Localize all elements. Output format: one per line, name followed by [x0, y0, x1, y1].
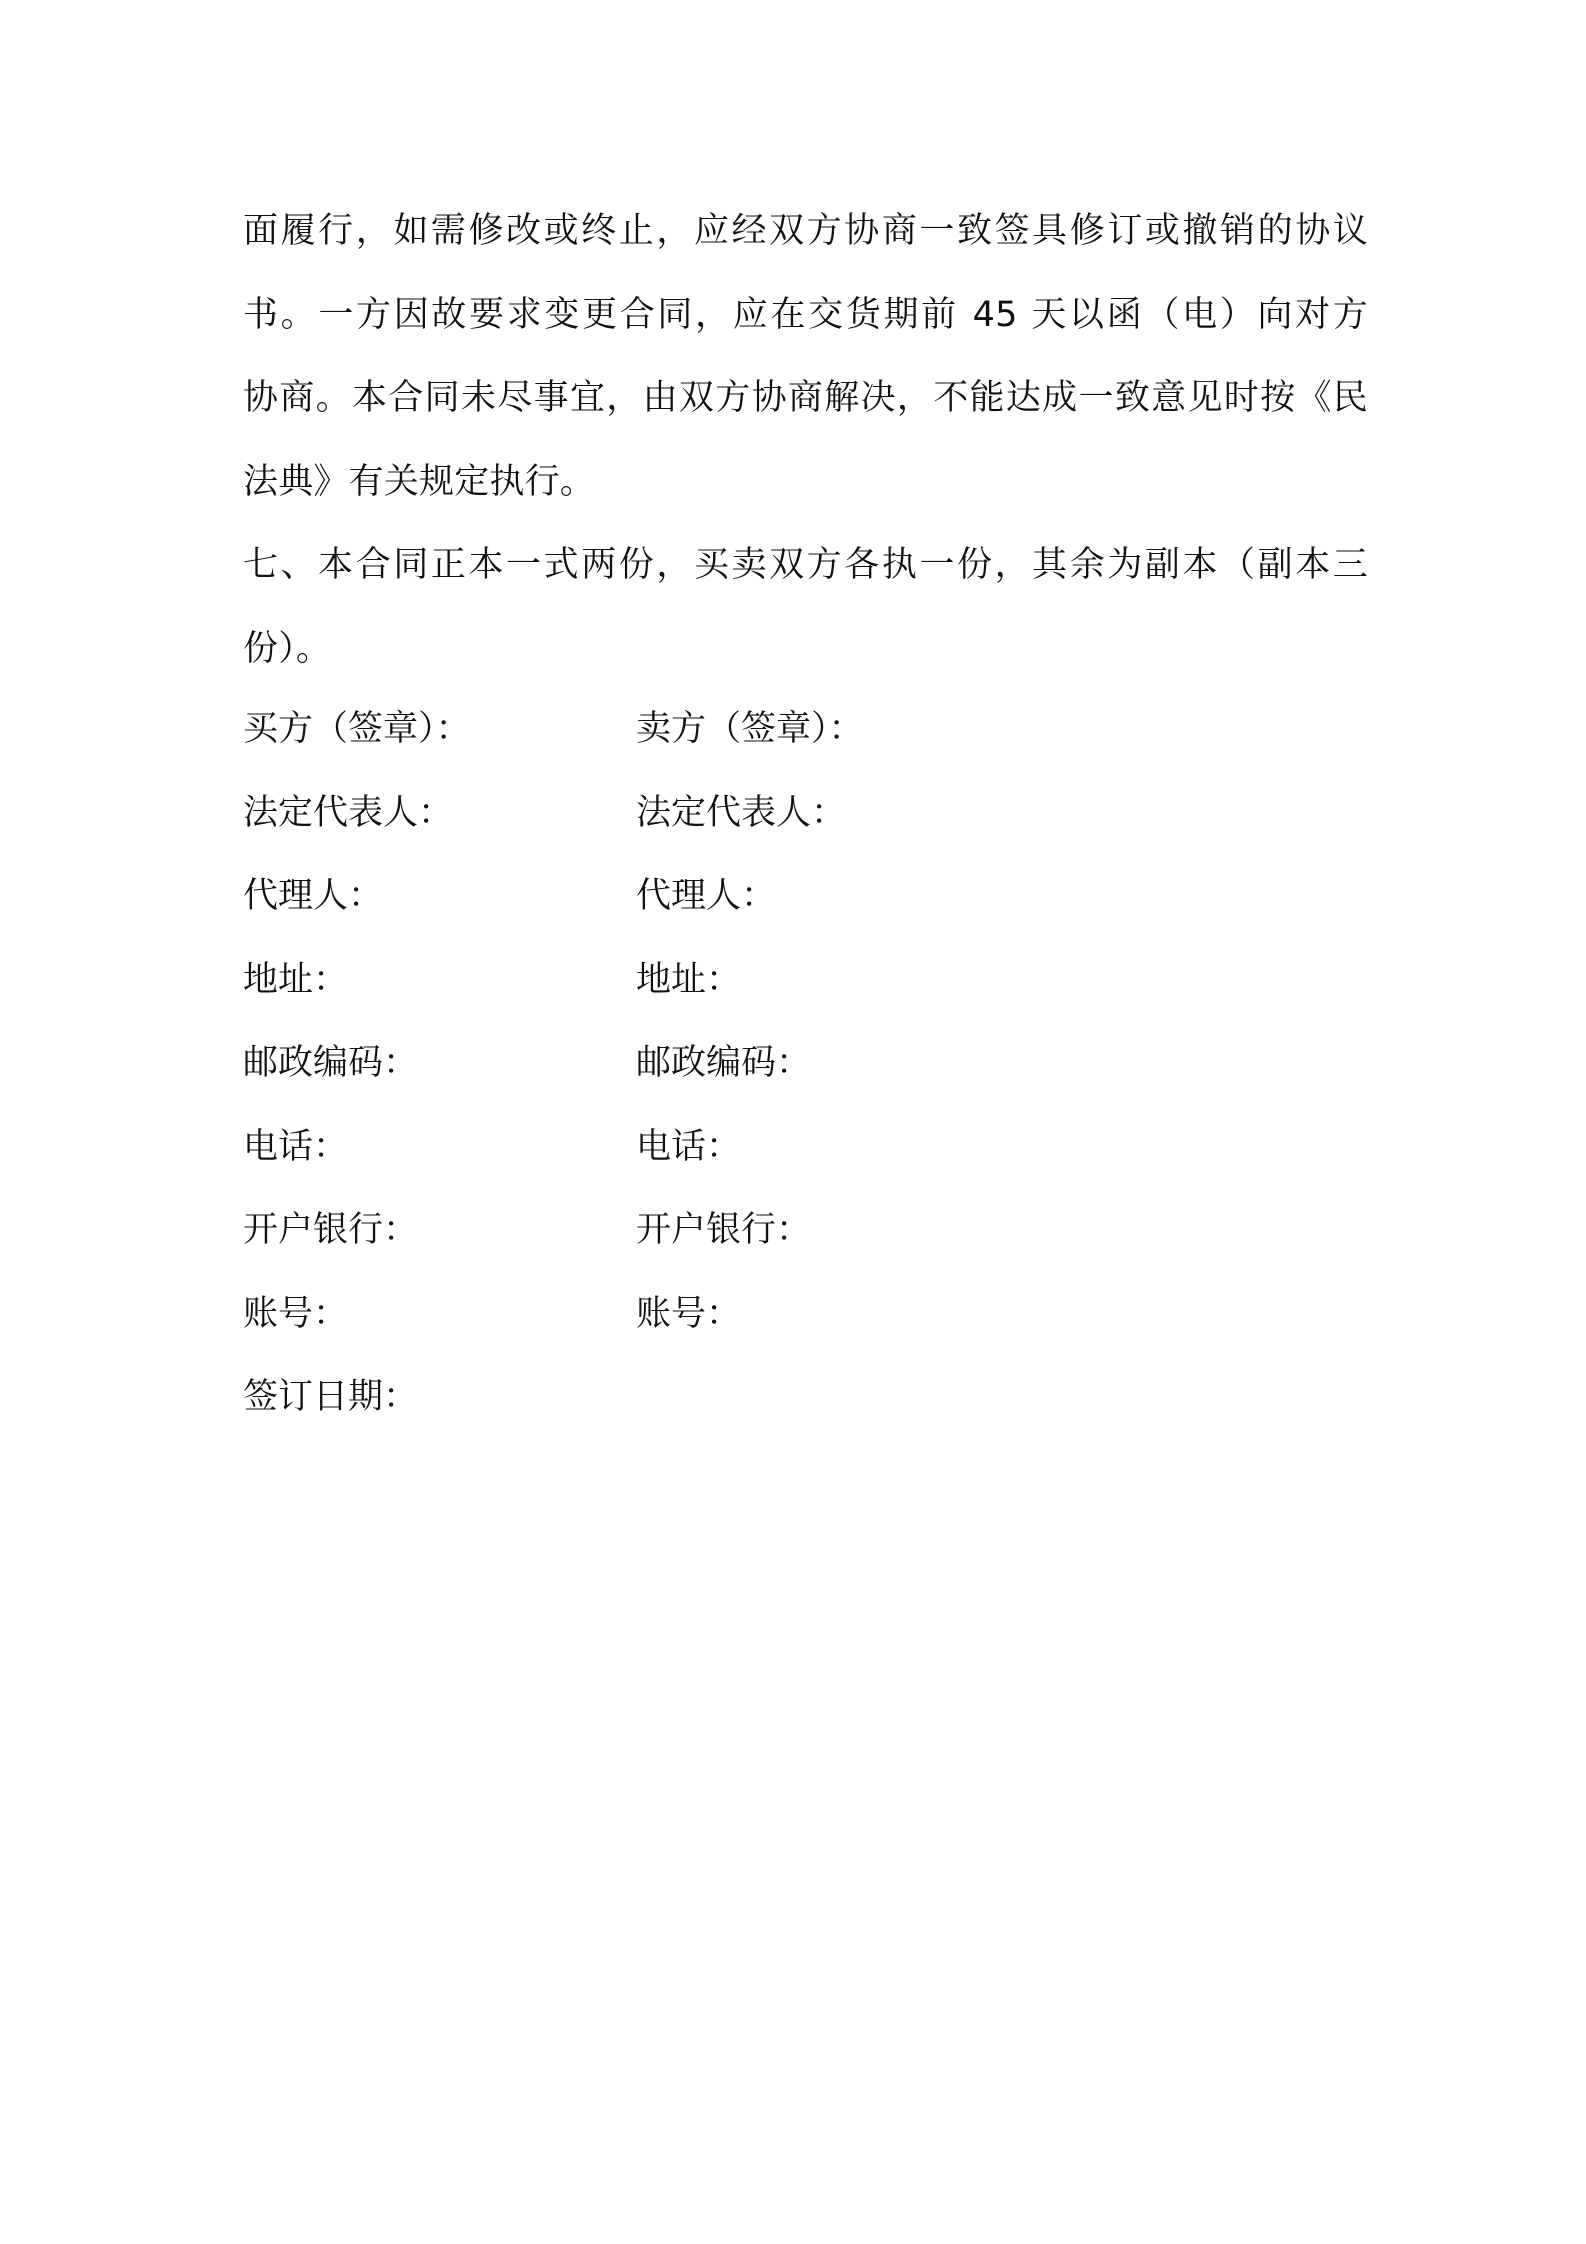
- clause-seven-paragraph: [243, 524, 1368, 691]
- signature-row-address: [243, 939, 1368, 1023]
- buyer-postcode-label: 邮政编码：: [243, 1043, 419, 1083]
- buyer-account-label: 账号：: [243, 1293, 349, 1334]
- seller-agent-label: 代理人：: [636, 876, 777, 916]
- signature-row-account: [243, 1273, 1368, 1357]
- clause-continuation-paragraph: [243, 190, 1368, 524]
- signature-row-bank: [243, 1189, 1368, 1273]
- buyer-address-label: 地址：: [243, 959, 349, 1000]
- buyer-bank-label: 开户银行：: [243, 1210, 419, 1250]
- buyer-legal-rep-label: 法定代表人：: [243, 792, 454, 833]
- signature-row-postcode: [243, 1022, 1368, 1106]
- buyer-phone-label: 电话：: [243, 1126, 349, 1167]
- contract-body: [243, 190, 1368, 691]
- buyer-seal-label: 买方（签章）：: [243, 709, 471, 749]
- text-line: 份）。: [243, 628, 332, 669]
- seller-postcode-label: 邮政编码：: [636, 1043, 812, 1083]
- seller-phone-label: 电话：: [636, 1126, 742, 1167]
- signing-date-label: 签订日期：: [243, 1377, 419, 1417]
- signature-row-seal: [243, 688, 1368, 772]
- signature-block: [243, 688, 1368, 1440]
- buyer-agent-label: 代理人：: [243, 876, 384, 916]
- signature-row-legal-rep: [243, 772, 1368, 856]
- text-line: 书。一方因故要求变更合同，应在交货期前 45 天以函（电）向对方: [243, 294, 1368, 335]
- seller-account-label: 账号：: [636, 1293, 742, 1334]
- seller-address-label: 地址：: [636, 959, 742, 1000]
- text-line: 法典》有关规定执行。: [243, 461, 596, 502]
- signature-row-date: [243, 1356, 1368, 1440]
- seller-legal-rep-label: 法定代表人：: [636, 792, 847, 833]
- text-line: 面履行，如需修改或终止，应经双方协商一致签具修订或撤销的协议: [243, 211, 1368, 251]
- text-line: 协商。本合同未尽事宜，由双方协商解决，不能达成一致意见时按《民: [243, 378, 1368, 418]
- seller-bank-label: 开户银行：: [636, 1210, 812, 1250]
- seller-seal-label: 卖方（签章）：: [636, 709, 864, 749]
- signature-row-phone: [243, 1106, 1368, 1190]
- text-line: 七、本合同正本一式两份，买卖双方各执一份，其余为副本（副本三: [243, 545, 1368, 585]
- signature-row-agent: [243, 855, 1368, 939]
